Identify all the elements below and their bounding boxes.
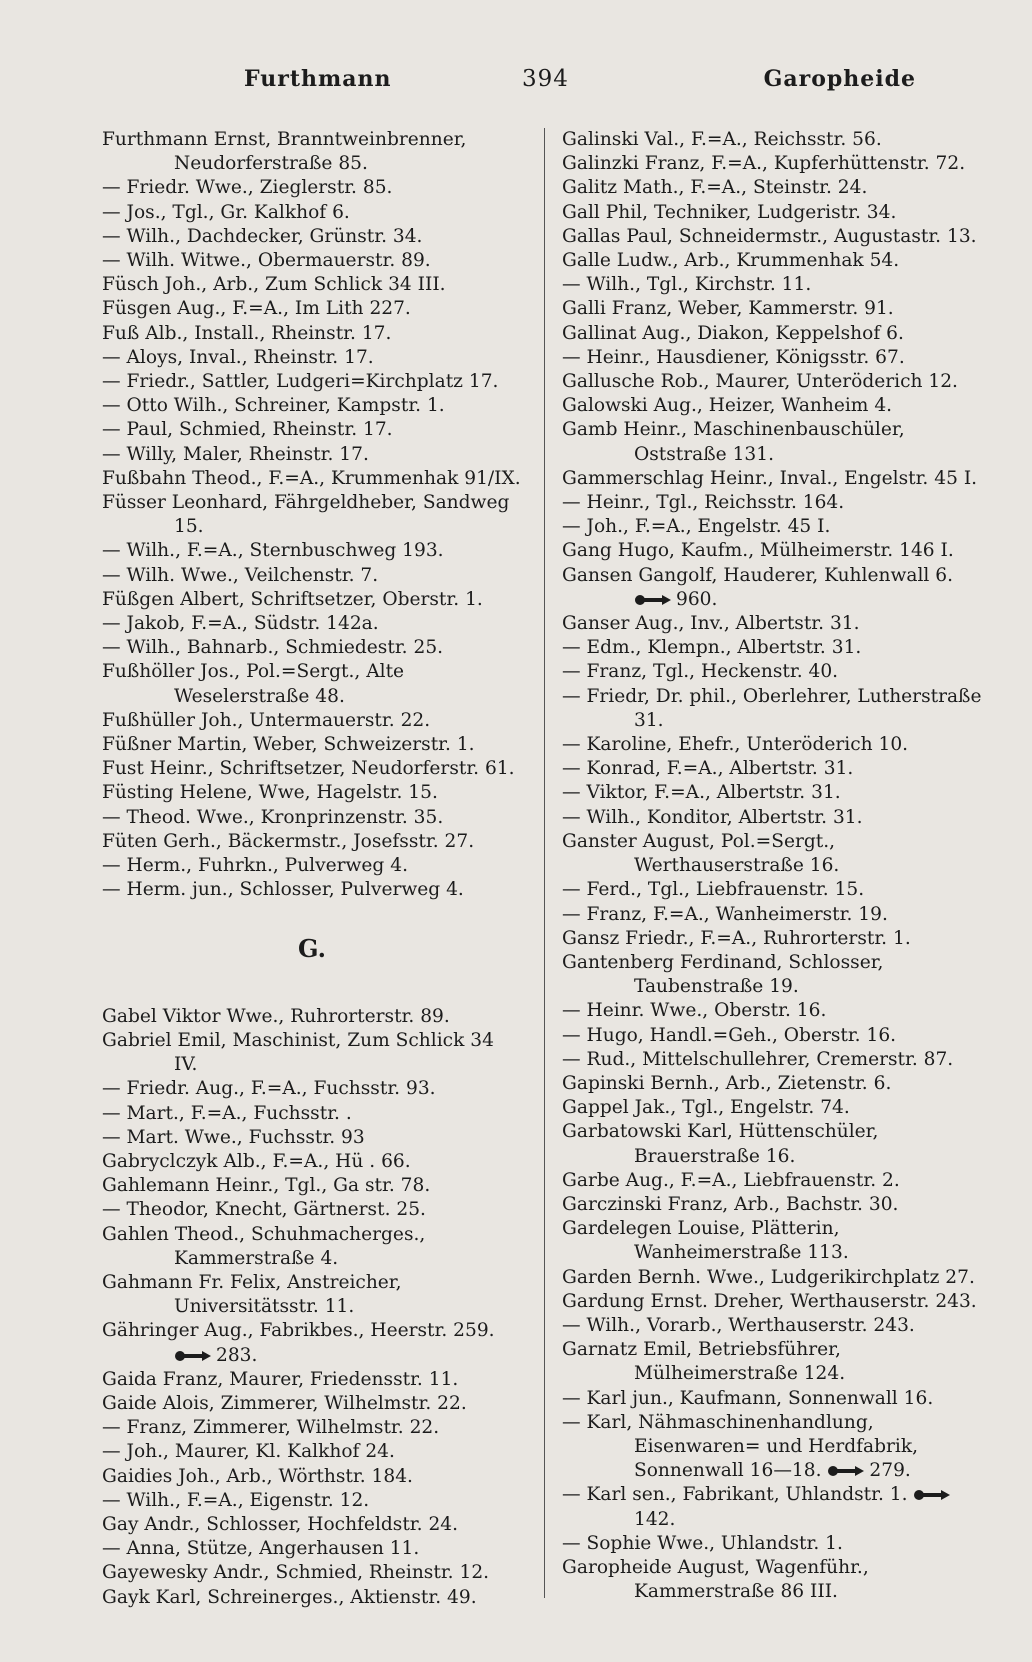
entry-text: — Viktor, F.=A., Albertstr. 31. <box>562 782 841 804</box>
entry-text: Gabel Viktor Wwe., Ruhrorterstr. 89. <box>102 1005 450 1027</box>
directory-entry <box>102 418 522 442</box>
entry-text: Gansen Gangolf, Hauderer, Kuhlenwall 6. <box>562 564 953 586</box>
entry-text: — Sophie Wwe., Uhlandstr. 1. <box>562 1532 843 1554</box>
directory-entry <box>102 1102 522 1126</box>
directory-entry <box>562 830 994 878</box>
directory-entry <box>102 1440 522 1464</box>
entry-text: — Rud., Mittelschullehrer, Cremerstr. 87. <box>562 1048 954 1070</box>
directory-entry <box>102 467 522 491</box>
directory-entry <box>102 1416 522 1440</box>
entry-text: — Mart. Wwe., Fuchsstr. 93 <box>102 1126 365 1148</box>
directory-entry <box>562 951 994 999</box>
directory-entry <box>562 1096 994 1120</box>
entry-text: Gay Andr., Schlosser, Hochfeldstr. 24. <box>102 1513 459 1535</box>
entry-text: — Edm., Klempn., Albertstr. 31. <box>562 637 862 659</box>
entry-text: — Wilh., Dachdecker, Grünstr. 34. <box>102 225 423 247</box>
entry-text: Gaide Alois, Zimmerer, Wilhelmstr. 22. <box>102 1392 467 1414</box>
entry-text: Galitz Math., F.=A., Steinstr. 24. <box>562 177 868 199</box>
directory-entry <box>102 1537 522 1561</box>
directory-entry <box>102 225 522 249</box>
directory-entry <box>102 1029 522 1077</box>
directory-entry <box>562 588 994 612</box>
directory-entry <box>562 297 994 321</box>
entry-text: Garczinski Franz, Arb., Bachstr. 30. <box>562 1193 899 1215</box>
entry-text: Füsting Helene, Wwe, Hagelstr. 15. <box>102 782 438 804</box>
directory-entry <box>102 370 522 394</box>
directory-entry <box>102 1223 522 1271</box>
entry-text: Gahmann Fr. Felix, Anstreicher, Universitätsstr. 11. <box>102 1271 402 1318</box>
directory-entry <box>562 128 994 152</box>
directory-entry <box>102 660 522 708</box>
entry-text: — Wilh. Witwe., Obermauerstr. 89. <box>102 250 431 272</box>
directory-entry <box>102 757 522 781</box>
entry-text: — Theod. Wwe., Kronprinzenstr. 35. <box>102 806 444 828</box>
directory-entry <box>562 636 994 660</box>
entry-text: — Otto Wilh., Schreiner, Kampstr. 1. <box>102 395 445 417</box>
entry-text: — Heinr. Wwe., Oberstr. 16. <box>562 1000 827 1022</box>
entry-text: Gansz Friedr., F.=A., Ruhrorterstr. 1. <box>562 927 911 949</box>
entry-text: Füsch Joh., Arb., Zum Schlick 34 III. <box>102 274 446 296</box>
directory-entry <box>562 370 994 394</box>
entry-text: Ganster August, Pol.=Sergt., Werthauserstraße 16. <box>562 830 840 877</box>
directory-entry <box>102 1344 522 1368</box>
letter-section-heading: G. <box>298 933 326 963</box>
directory-entry <box>562 781 994 805</box>
directory-entry <box>562 201 994 225</box>
directory-entry <box>562 322 994 346</box>
directory-entry <box>562 1314 994 1338</box>
entry-text: Gähringer Aug., Fabrikbes., Heerstr. 259. <box>102 1320 495 1342</box>
entry-text: Gallinat Aug., Diakon, Keppelshof 6. <box>562 322 904 344</box>
entry-text: Füsgen Aug., F.=A., Im Lith 227. <box>102 298 411 320</box>
entry-text: Gayewesky Andr., Schmied, Rheinstr. 12. <box>102 1562 490 1584</box>
telephone-icon <box>634 593 672 607</box>
entry-text: Füßner Martin, Weber, Schweizerstr. 1. <box>102 734 475 756</box>
column-divider <box>544 128 545 1598</box>
entry-text: — Anna, Stütze, Angerhausen 11. <box>102 1538 420 1560</box>
entry-text: — Heinr., Tgl., Reichsstr. 164. <box>562 492 845 514</box>
entry-text: Fußbahn Theod., F.=A., Krummenhak 91/IX. <box>102 467 521 489</box>
entry-text: — Friedr. Wwe., Zieglerstr. 85. <box>102 177 393 199</box>
entry-text: Galle Ludw., Arb., Krummenhak 54. <box>562 250 900 272</box>
directory-entry <box>562 515 994 539</box>
phone-number: 960. <box>676 588 718 610</box>
entry-text: Gayk Karl, Schreinerges., Aktienstr. 49. <box>102 1586 477 1608</box>
entry-text: Gardelegen Louise, Plätterin, Wanheimerstraße 113. <box>562 1218 849 1264</box>
entry-text: Galinzki Franz, F.=A., Kupferhüttenstr. 72. <box>562 153 966 175</box>
directory-entry <box>562 418 994 466</box>
directory-entry <box>102 322 522 346</box>
directory-entry <box>102 781 522 805</box>
entry-text: — Jakob, F.=A., Südstr. 142a. <box>102 613 379 635</box>
directory-entry <box>102 128 522 176</box>
entry-text: — Aloys, Inval., Rheinstr. 17. <box>102 346 374 368</box>
directory-entry <box>562 1217 994 1265</box>
entry-text: Gabriel Emil, Maschinist, Zum Schlick 34 IV. <box>102 1029 494 1076</box>
directory-entry <box>102 1319 522 1343</box>
directory-entry <box>102 830 522 854</box>
directory-entry <box>562 1072 994 1096</box>
entry-text: Garbe Aug., F.=A., Liebfrauenstr. 2. <box>562 1169 900 1191</box>
directory-entry <box>102 1271 522 1319</box>
entry-text: Gapinski Bernh., Arb., Zietenstr. 6. <box>562 1072 892 1094</box>
directory-entry <box>562 927 994 951</box>
directory-entry <box>562 1048 994 1072</box>
entry-text: — Joh., Maurer, Kl. Kalkhof 24. <box>102 1441 395 1463</box>
directory-entry <box>102 709 522 733</box>
entry-text: Gahlen Theod., Schuhmacherges., Kammerstraße 4. <box>102 1223 426 1269</box>
directory-entry <box>562 394 994 418</box>
entry-text: Garbatowski Karl, Hüttenschüler, Brauerstraße 16. <box>562 1121 879 1167</box>
entry-text: Gammerschlag Heinr., Inval., Engelstr. 45 I. <box>562 467 978 489</box>
directory-entry <box>562 1411 994 1484</box>
directory-entry <box>102 443 522 467</box>
directory-entry <box>562 757 994 781</box>
page-header <box>86 66 998 106</box>
entry-text: Fußhüller Joh., Untermauerstr. 22. <box>102 709 431 731</box>
directory-entry <box>102 878 522 902</box>
directory-entry <box>102 1198 522 1222</box>
entry-text: Galinski Val., F.=A., Reichsstr. 56. <box>562 129 882 150</box>
directory-entry <box>562 564 994 588</box>
entry-text: Garden Bernh. Wwe., Ludgerikirchplatz 27. <box>562 1266 975 1288</box>
entry-text: Gang Hugo, Kaufm., Mülheimerstr. 146 I. <box>562 540 954 562</box>
header-right-catchword: Garopheide <box>763 66 916 92</box>
directory-entry <box>102 273 522 297</box>
entry-text: Ganser Aug., Inv., Albertstr. 31. <box>562 613 860 635</box>
directory-entry <box>102 733 522 757</box>
entry-text: Füßgen Albert, Schriftsetzer, Oberstr. 1. <box>102 588 483 610</box>
directory-entry <box>102 636 522 660</box>
entry-text: Garopheide August, Wagenführ., Kammerstraße 86 III. <box>562 1556 869 1603</box>
directory-entry <box>562 878 994 902</box>
entry-text: Gallas Paul, Schneidermstr., Augustastr. 13. <box>562 225 977 247</box>
directory-entry <box>102 346 522 370</box>
directory-entry <box>562 491 994 515</box>
directory-entry <box>562 346 994 370</box>
entry-text: Gall Phil, Techniker, Ludgeristr. 34. <box>562 201 897 223</box>
entry-text: Fußhöller Jos., Pol.=Sergt., Alte Weselerstraße 48. <box>102 661 405 707</box>
entry-text: — Herm. jun., Schlosser, Pulverweg 4. <box>102 879 464 901</box>
entry-text: — Ferd., Tgl., Liebfrauenstr. 15. <box>562 879 865 901</box>
entry-text: — Wilh., Tgl., Kirchstr. 11. <box>562 274 812 296</box>
entry-text: — Mart., F.=A., Fuchsstr. . <box>102 1102 352 1124</box>
directory-entry <box>102 249 522 273</box>
directory-entry <box>102 1368 522 1392</box>
entry-text: — Paul, Schmied, Rheinstr. 17. <box>102 419 393 441</box>
entry-text: — Franz, Zimmerer, Wilhelmstr. 22. <box>102 1417 440 1439</box>
entry-text: — Friedr, Dr. phil., Oberlehrer, Lutherstraße 31. <box>562 685 982 731</box>
entry-text: — Theodor, Knecht, Gärtnerst. 25. <box>102 1199 426 1221</box>
directory-entry <box>562 1532 994 1556</box>
directory-entry <box>102 491 522 539</box>
directory-entry <box>102 201 522 225</box>
entry-text: — Karl jun., Kaufmann, Sonnenwall 16. <box>562 1387 934 1409</box>
directory-entry <box>102 1513 522 1537</box>
directory-entry <box>102 564 522 588</box>
entry-text: — Heinr., Hausdiener, Königsstr. 67. <box>562 346 905 368</box>
entry-text: — Wilh., Bahnarb., Schmiedestr. 25. <box>102 637 444 659</box>
directory-entry <box>102 176 522 200</box>
entry-text: Garnatz Emil, Betriebsführer, Mülheimerstraße 124. <box>562 1339 846 1385</box>
telephone-icon <box>827 1464 865 1478</box>
directory-entry <box>102 1005 522 1029</box>
directory-entry <box>102 1586 522 1610</box>
page-number: 394 <box>522 66 569 92</box>
entry-text: — Franz, Tgl., Heckenstr. 40. <box>562 661 839 683</box>
entry-text: Gamb Heinr., Maschinenbauschüler, Oststraße 131. <box>562 419 905 465</box>
entry-text: — Wilh. Wwe., Veilchenstr. 7. <box>102 564 379 586</box>
entry-text: — Friedr., Sattler, Ludgeri=Kirchplatz 17. <box>102 371 499 393</box>
directory-entry <box>562 1338 994 1386</box>
directory-entry <box>102 539 522 563</box>
header-left-catchword: Furthmann <box>244 66 392 92</box>
directory-entry <box>562 1266 994 1290</box>
entry-text: — Jos., Tgl., Gr. Kalkhof 6. <box>102 201 350 223</box>
entry-text: Gaida Franz, Maurer, Friedensstr. 11. <box>102 1368 459 1390</box>
entry-text: — Joh., F.=A., Engelstr. 45 I. <box>562 516 831 538</box>
entry-text: Galli Franz, Weber, Kammerstr. 91. <box>562 298 894 320</box>
entry-text: Fuß Alb., Install., Rheinstr. 17. <box>102 322 392 344</box>
entry-text: Gaidies Joh., Arb., Wörthstr. 184. <box>102 1465 413 1487</box>
entry-text: — Hugo, Handl.=Geh., Oberstr. 16. <box>562 1024 897 1046</box>
telephone-icon <box>913 1488 951 1502</box>
left-column <box>102 128 522 1610</box>
directory-entry <box>102 1489 522 1513</box>
columns <box>86 128 998 1610</box>
directory-entry <box>562 903 994 927</box>
directory-entry <box>562 1169 994 1193</box>
entry-text: — Wilh., Vorarb., Werthauserstr. 243. <box>562 1314 915 1336</box>
directory-entry <box>562 467 994 491</box>
phone-number: 142. <box>634 1508 676 1530</box>
directory-entry <box>562 1290 994 1314</box>
entry-text: — Karoline, Ehefr., Unteröderich 10. <box>562 734 909 756</box>
directory-entry <box>562 999 994 1023</box>
entry-text: Gahlemann Heinr., Tgl., Ga str. 78. <box>102 1175 431 1197</box>
directory-entry <box>102 1126 522 1150</box>
directory-entry <box>562 1387 994 1411</box>
directory-entry <box>102 854 522 878</box>
directory-entry <box>102 1150 522 1174</box>
entry-text: Furthmann Ernst, Branntweinbrenner, Neudorferstraße 85. <box>102 129 467 175</box>
directory-entry <box>102 1561 522 1585</box>
directory-entry <box>562 249 994 273</box>
entry-text: Gappel Jak., Tgl., Engelstr. 74. <box>562 1097 850 1119</box>
directory-entry <box>562 1483 994 1531</box>
directory-entry <box>102 1465 522 1489</box>
directory-entry <box>102 297 522 321</box>
entry-text: Gardung Ernst. Dreher, Werthauserstr. 243. <box>562 1290 977 1312</box>
directory-entry <box>562 225 994 249</box>
directory-entry <box>562 539 994 563</box>
directory-entry <box>562 1556 994 1604</box>
entry-text: — Karl, Nähmaschinenhandlung, Eisenwaren= und Herdfabrik, Sonnenwall 16—18. <box>562 1411 919 1482</box>
entry-text: — Wilh., F.=A., Sternbuschweg 193. <box>102 540 444 562</box>
entry-text: — Friedr. Aug., F.=A., Fuchsstr. 93. <box>102 1078 436 1100</box>
directory-entry <box>562 612 994 636</box>
entry-text: Füsser Leonhard, Fährgeldheber, Sandweg 15. <box>102 492 510 538</box>
directory-entry <box>562 1120 994 1168</box>
directory-entry <box>102 612 522 636</box>
directory-entry <box>562 176 994 200</box>
phone-number: 279. <box>869 1460 911 1482</box>
entry-text: — Herm., Fuhrkn., Pulverweg 4. <box>102 855 408 877</box>
directory-entry <box>562 152 994 176</box>
entry-text: — Wilh., F.=A., Eigenstr. 12. <box>102 1489 370 1511</box>
right-column <box>562 128 994 1610</box>
phone-number: 283. <box>216 1344 258 1366</box>
entry-text: — Karl sen., Fabrikant, Uhlandstr. 1. <box>562 1484 908 1506</box>
directory-entry <box>562 733 994 757</box>
directory-entry <box>562 660 994 684</box>
directory-entry <box>102 1392 522 1416</box>
directory-entry <box>102 588 522 612</box>
directory-entry <box>562 273 994 297</box>
directory-entry <box>102 806 522 830</box>
directory-entry <box>102 394 522 418</box>
telephone-icon <box>174 1349 212 1363</box>
entry-text: Fust Heinr., Schriftsetzer, Neudorferstr. 61. <box>102 758 515 780</box>
entry-text: Füten Gerh., Bäckermstr., Josefsstr. 27. <box>102 830 475 852</box>
entry-text: Galowski Aug., Heizer, Wanheim 4. <box>562 395 893 417</box>
entry-text: Gabryclczyk Alb., F.=A., Hü . 66. <box>102 1150 411 1172</box>
directory-entry <box>562 685 994 733</box>
directory-entry <box>102 1174 522 1198</box>
directory-entry <box>562 806 994 830</box>
directory-entry <box>102 1077 522 1101</box>
entry-text: Gallusche Rob., Maurer, Unteröderich 12. <box>562 371 958 393</box>
entry-text: — Konrad, F.=A., Albertstr. 31. <box>562 758 854 780</box>
directory-entry <box>562 1024 994 1048</box>
directory-entry <box>562 1193 994 1217</box>
entry-text: — Franz, F.=A., Wanheimerstr. 19. <box>562 903 888 925</box>
entry-text: — Willy, Maler, Rheinstr. 17. <box>102 443 369 465</box>
entry-text: — Wilh., Konditor, Albertstr. 31. <box>562 806 863 828</box>
entry-text: Gantenberg Ferdinand, Schlosser, Taubenstraße 19. <box>562 951 884 998</box>
